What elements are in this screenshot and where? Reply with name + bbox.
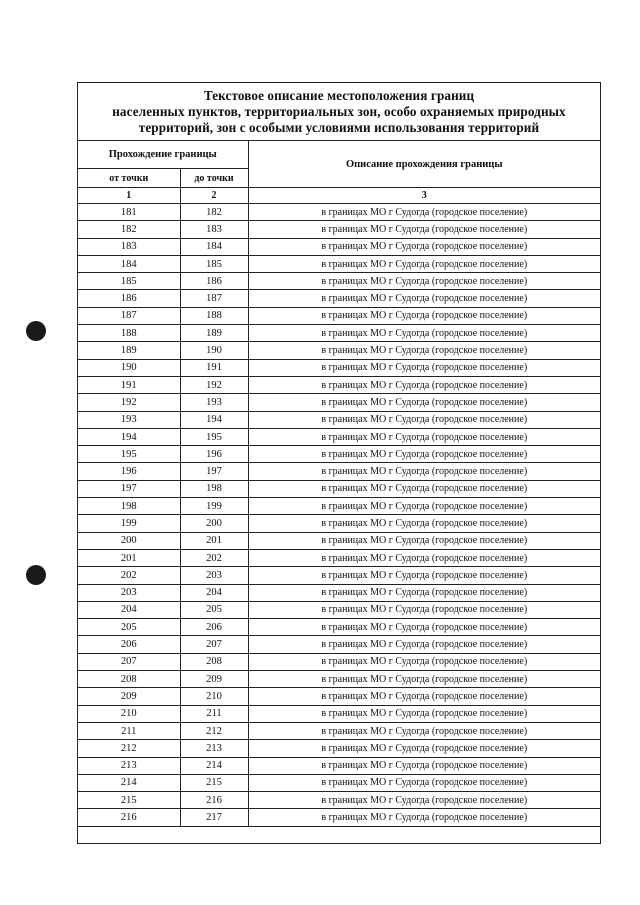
table-row: [78, 653, 600, 670]
cell-from-point: 187: [78, 307, 180, 324]
cell-to-point: 190: [180, 342, 248, 359]
column-number-1: 1: [78, 188, 180, 204]
cell-to-point: 200: [180, 515, 248, 532]
cell-description: в границах МО г Судогда (городское поселение): [248, 480, 600, 497]
cell-from-point: 214: [78, 774, 180, 791]
cell-description: в границах МО г Судогда (городское поселение): [248, 204, 600, 221]
cell-to-point: 199: [180, 498, 248, 515]
cell-to-point: 207: [180, 636, 248, 653]
cell-to-point: 212: [180, 722, 248, 739]
cell-to-point: 189: [180, 325, 248, 342]
table-row: [78, 359, 600, 376]
cell-description: в границах МО г Судогда (городское поселение): [248, 515, 600, 532]
cell-to-point: 196: [180, 446, 248, 463]
table-row: [78, 757, 600, 774]
cell-from-point: 201: [78, 549, 180, 566]
table-row: [78, 221, 600, 238]
header-description: Описание прохождения границы: [248, 141, 600, 188]
cell-from-point: 200: [78, 532, 180, 549]
cell-to-point: 192: [180, 376, 248, 393]
cell-from-point: 215: [78, 792, 180, 809]
cell-from-point: 197: [78, 480, 180, 497]
table-row: [78, 532, 600, 549]
cell-to-point: 194: [180, 411, 248, 428]
table-row: [78, 809, 600, 826]
cell-description: в границах МО г Судогда (городское поселение): [248, 792, 600, 809]
cell-from-point: 208: [78, 671, 180, 688]
table-row: [78, 325, 600, 342]
cell-from-point: 206: [78, 636, 180, 653]
cell-from-point: 209: [78, 688, 180, 705]
cell-description: в границах МО г Судогда (городское поселение): [248, 809, 600, 826]
cell-description: в границах МО г Судогда (городское поселение): [248, 359, 600, 376]
cell-description: в границах МО г Судогда (городское поселение): [248, 307, 600, 324]
cell-to-point: 211: [180, 705, 248, 722]
table-row: [78, 740, 600, 757]
cell-from-point: 188: [78, 325, 180, 342]
cell-from-point: 181: [78, 204, 180, 221]
table-row: [78, 671, 600, 688]
cell-from-point: 191: [78, 376, 180, 393]
cell-to-point: 201: [180, 532, 248, 549]
table-row: [78, 792, 600, 809]
cell-from-point: 196: [78, 463, 180, 480]
cell-description: в границах МО г Судогда (городское поселение): [248, 273, 600, 290]
cell-description: в границах МО г Судогда (городское поселение): [248, 221, 600, 238]
cell-to-point: 209: [180, 671, 248, 688]
cell-description: в границах МО г Судогда (городское поселение): [248, 532, 600, 549]
cell-description: в границах МО г Судогда (городское поселение): [248, 584, 600, 601]
table-row: [78, 255, 600, 272]
cell-to-point: 206: [180, 619, 248, 636]
table-row: [78, 515, 600, 532]
punch-hole-bottom: [26, 565, 46, 585]
table-row: [78, 722, 600, 739]
cell-to-point: 208: [180, 653, 248, 670]
table-row: [78, 636, 600, 653]
table-row: [78, 273, 600, 290]
punch-hole-top: [26, 321, 46, 341]
cell-to-point: 193: [180, 394, 248, 411]
cell-from-point: 194: [78, 428, 180, 445]
title-line-3: территорий, зон с особыми условиями использования территорий: [138, 119, 540, 135]
cell-description: в границах МО г Судогда (городское поселение): [248, 238, 600, 255]
cell-description: в границах МО г Судогда (городское поселение): [248, 619, 600, 636]
cell-description: в границах МО г Судогда (городское поселение): [248, 428, 600, 445]
title-line-2: населенных пунктов, территориальных зон, особо охраняемых природных: [112, 103, 566, 119]
table-row: [78, 342, 600, 359]
cell-from-point: 210: [78, 705, 180, 722]
title-line-1: Текстовое описание местоположения границ: [203, 87, 475, 103]
table-row: [78, 480, 600, 497]
cell-description: в границах МО г Судогда (городское поселение): [248, 325, 600, 342]
cell-description: в границах МО г Судогда (городское поселение): [248, 411, 600, 428]
cell-from-point: 189: [78, 342, 180, 359]
cell-to-point: 214: [180, 757, 248, 774]
cell-description: в границах МО г Судогда (городское поселение): [248, 255, 600, 272]
cell-to-point: 195: [180, 428, 248, 445]
cell-to-point: 210: [180, 688, 248, 705]
cell-description: в границах МО г Судогда (городское поселение): [248, 722, 600, 739]
cell-description: в границах МО г Судогда (городское поселение): [248, 757, 600, 774]
cell-description: в границах МО г Судогда (городское поселение): [248, 446, 600, 463]
table-row: [78, 428, 600, 445]
cell-description: в границах МО г Судогда (городское поселение): [248, 394, 600, 411]
table-row: [78, 549, 600, 566]
cell-to-point: 184: [180, 238, 248, 255]
table-row: [78, 204, 600, 221]
cell-description: в границах МО г Судогда (городское поселение): [248, 774, 600, 791]
header-from-point: от точки: [78, 169, 180, 188]
cell-to-point: 185: [180, 255, 248, 272]
cell-description: в границах МО г Судогда (городское поселение): [248, 671, 600, 688]
cell-to-point: 187: [180, 290, 248, 307]
cell-from-point: 183: [78, 238, 180, 255]
cell-to-point: 215: [180, 774, 248, 791]
table-row: [78, 584, 600, 601]
cell-to-point: 198: [180, 480, 248, 497]
table-body: [78, 204, 600, 827]
cell-from-point: 216: [78, 809, 180, 826]
cell-to-point: 197: [180, 463, 248, 480]
cell-to-point: 183: [180, 221, 248, 238]
cell-from-point: 213: [78, 757, 180, 774]
cell-from-point: 184: [78, 255, 180, 272]
boundary-table: [78, 141, 600, 827]
table-row: [78, 498, 600, 515]
cell-description: в границах МО г Судогда (городское поселение): [248, 376, 600, 393]
cell-from-point: 203: [78, 584, 180, 601]
cell-description: в границах МО г Судогда (городское поселение): [248, 567, 600, 584]
cell-from-point: 204: [78, 601, 180, 618]
cell-description: в границах МО г Судогда (городское поселение): [248, 342, 600, 359]
column-number-2: 2: [180, 188, 248, 204]
cell-description: в границах МО г Судогда (городское поселение): [248, 688, 600, 705]
table-row: [78, 290, 600, 307]
cell-description: в границах МО г Судогда (городское поселение): [248, 653, 600, 670]
cell-description: в границах МО г Судогда (городское поселение): [248, 290, 600, 307]
cell-from-point: 199: [78, 515, 180, 532]
cell-to-point: 186: [180, 273, 248, 290]
cell-from-point: 195: [78, 446, 180, 463]
cell-to-point: 216: [180, 792, 248, 809]
table-row: [78, 688, 600, 705]
cell-to-point: 204: [180, 584, 248, 601]
header-boundary-passage: Прохождение границы: [78, 141, 248, 169]
cell-description: в границах МО г Судогда (городское поселение): [248, 498, 600, 515]
cell-to-point: 217: [180, 809, 248, 826]
cell-to-point: 203: [180, 567, 248, 584]
cell-description: в границах МО г Судогда (городское поселение): [248, 463, 600, 480]
cell-from-point: 186: [78, 290, 180, 307]
column-number-3: 3: [248, 188, 600, 204]
table-row: [78, 446, 600, 463]
cell-from-point: 212: [78, 740, 180, 757]
cell-from-point: 207: [78, 653, 180, 670]
table-row: [78, 619, 600, 636]
cell-to-point: 191: [180, 359, 248, 376]
table-row: [78, 601, 600, 618]
header-to-point: до точки: [180, 169, 248, 188]
cell-from-point: 190: [78, 359, 180, 376]
cell-to-point: 213: [180, 740, 248, 757]
cell-from-point: 211: [78, 722, 180, 739]
table-row: [78, 705, 600, 722]
cell-description: в границах МО г Судогда (городское поселение): [248, 601, 600, 618]
cell-description: в границах МО г Судогда (городское поселение): [248, 740, 600, 757]
cell-from-point: 185: [78, 273, 180, 290]
table-row: [78, 411, 600, 428]
table-row: [78, 307, 600, 324]
table-row: [78, 463, 600, 480]
cell-from-point: 198: [78, 498, 180, 515]
table-row: [78, 376, 600, 393]
document-title: [78, 83, 600, 141]
cell-description: в границах МО г Судогда (городское поселение): [248, 549, 600, 566]
cell-to-point: 202: [180, 549, 248, 566]
cell-to-point: 182: [180, 204, 248, 221]
cell-to-point: 205: [180, 601, 248, 618]
cell-description: в границах МО г Судогда (городское поселение): [248, 636, 600, 653]
table-row: [78, 394, 600, 411]
cell-from-point: 192: [78, 394, 180, 411]
cell-to-point: 188: [180, 307, 248, 324]
cell-from-point: 182: [78, 221, 180, 238]
document-frame: [77, 82, 601, 844]
cell-from-point: 193: [78, 411, 180, 428]
cell-from-point: 205: [78, 619, 180, 636]
table-row: [78, 774, 600, 791]
cell-from-point: 202: [78, 567, 180, 584]
cell-description: в границах МО г Судогда (городское поселение): [248, 705, 600, 722]
table-row: [78, 238, 600, 255]
table-row: [78, 567, 600, 584]
